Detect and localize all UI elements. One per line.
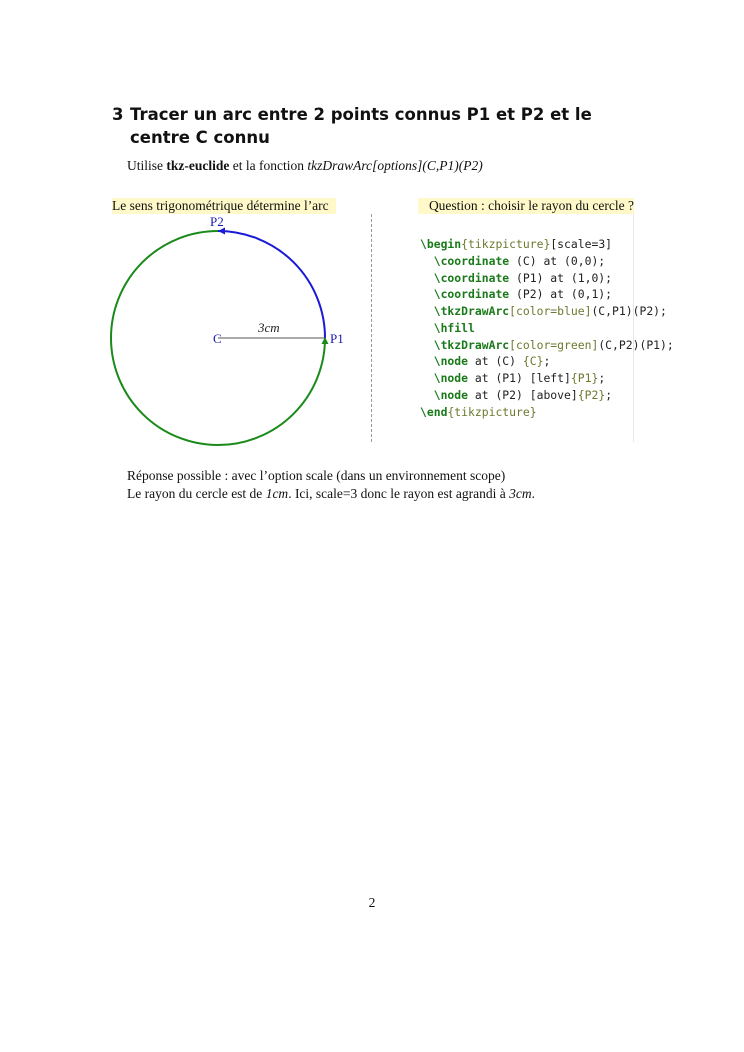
section-title: Tracer un arc entre 2 points connus P1 et P2 et le centre C connu	[130, 105, 592, 147]
code-line: \coordinate (C) at (0,0);	[433, 253, 606, 268]
intro-paragraph	[127, 158, 483, 174]
value-1cm: 1cm	[265, 486, 289, 501]
right-band-question: Question : choisir le rayon du cercle ?	[418, 198, 634, 214]
center-label: C	[213, 331, 222, 346]
column-divider	[371, 214, 372, 442]
value-3cm: 3cm	[509, 486, 532, 501]
p2-label: P2	[210, 214, 224, 229]
radius-label: 3cm	[258, 320, 280, 335]
p1-label: P1	[330, 331, 344, 346]
code-line: \node at (P1) [left]{P1};	[433, 371, 606, 385]
function-signature: tkzDrawArc[options](C,P1)(P2)	[307, 158, 483, 173]
arc-figure	[105, 210, 345, 450]
code-line: \tkzDrawArc[color=blue](C,P1)(P2);	[433, 304, 667, 318]
intro-middle: et la fonction	[229, 158, 308, 173]
answer-line-1: Réponse possible : avec l’option scale (dans un environnement scope)	[127, 468, 506, 483]
code-line: \coordinate (P1) at (1,0);	[433, 270, 613, 285]
code-line: \node at (P2) [above]{P2};	[433, 387, 613, 402]
code-line: \tkzDrawArc[color=green](C,P2)(P1);	[433, 337, 674, 352]
code-line: \node at (C) {C};	[433, 354, 551, 369]
code-line: \coordinate (P2) at (0,1);	[433, 287, 613, 302]
left-band-caption: Le sens trigonométrique détermine l’arc	[112, 198, 336, 214]
section-number: 3	[112, 105, 124, 124]
code-line: \end{tikzpicture}	[420, 404, 537, 419]
intro-prefix: Utilise	[127, 158, 167, 173]
answer-paragraph	[127, 467, 535, 503]
package-name: tkz-euclide	[166, 158, 230, 173]
answer-line-2: Le rayon du cercle est de 1cm. Ici, scale=3 donc le rayon est agrandi à 3cm.	[127, 486, 535, 501]
code-line: \begin{tikzpicture}[scale=3]	[420, 237, 613, 251]
section-heading	[112, 103, 632, 149]
code-line: \hfill	[433, 320, 475, 335]
code-listing	[420, 236, 674, 420]
page-number: 2	[368, 895, 376, 910]
